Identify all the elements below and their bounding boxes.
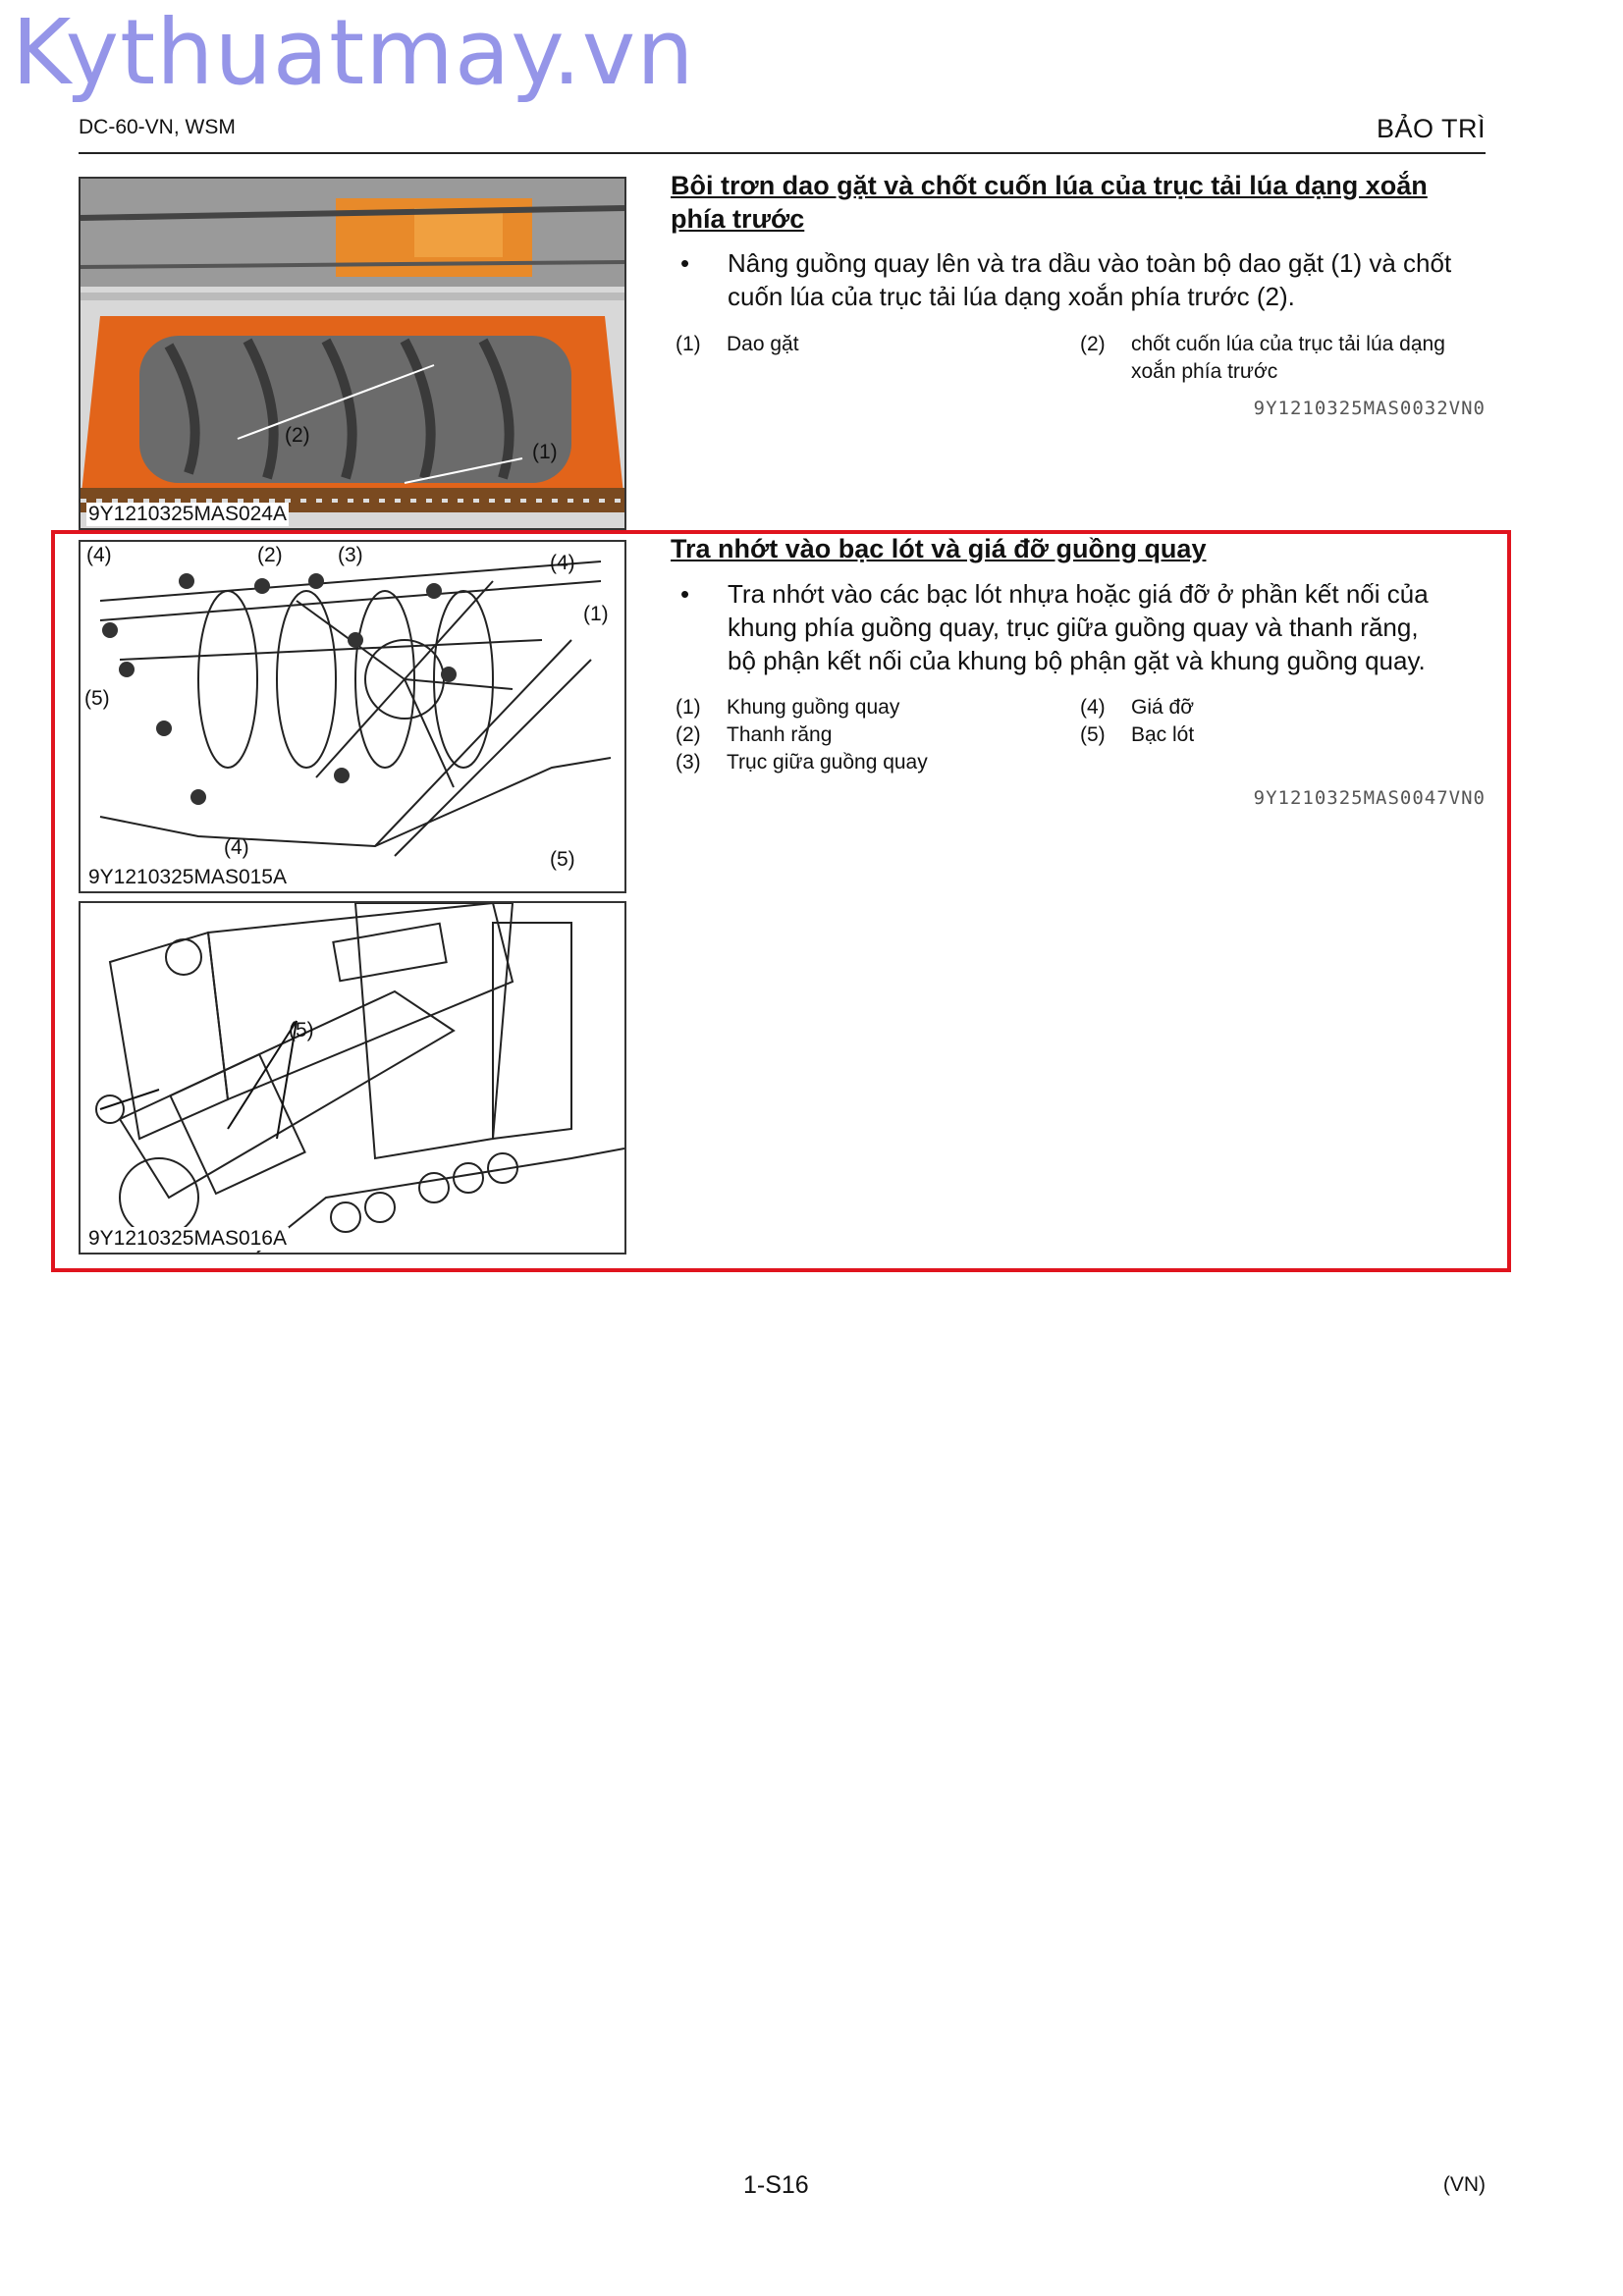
section1-title	[671, 169, 1486, 236]
section2-bullet-line1: Tra nhớt vào các bạc lót nhựa hoặc giá đỡ ở phần kết nối của	[728, 579, 1429, 609]
section-heading: BẢO TRÌ	[1376, 114, 1486, 143]
figure-caption: 9Y1210325MAS024A	[88, 503, 287, 525]
section2-legend-item-3: (3) Trục giữa guồng quay	[676, 751, 928, 774]
figure-caption: 9Y1210325MAS016A	[88, 1227, 287, 1250]
section2-bullet-line3: bộ phận kết nối của khung bộ phận gặt và khung guồng quay.	[728, 646, 1426, 675]
reel-callout-1: (1)	[583, 603, 609, 625]
bullet-dot: •	[680, 248, 690, 278]
reel-callout-4b: (4)	[550, 552, 575, 574]
section1-title-line2: phía trước	[671, 204, 805, 234]
reel-callout-5b: (5)	[550, 848, 575, 871]
figure-reel-illustration	[81, 542, 624, 891]
figure-header-auger-illustration	[81, 179, 624, 528]
reel-callout-4c: (4)	[224, 836, 249, 859]
figure-reel	[79, 540, 626, 893]
section1-title-line1: Bôi trơn dao gặt và chốt cuốn lúa của trục tải lúa dạng xoắn	[671, 171, 1428, 200]
section1-legend-item-1: (1) Dao gặt	[676, 333, 799, 355]
figure-caption: 9Y1210325MAS015A	[88, 866, 287, 888]
section2-code: 9Y1210325MAS0047VN0	[1253, 787, 1486, 809]
page-number: 1-S16	[743, 2171, 809, 2199]
reel-callout-3: (3)	[338, 544, 363, 566]
section2-legend-item-4: (4) Giá đỡ	[1080, 696, 1194, 719]
section1-legend-item-2: (2) chốt cuốn lúa của trục tải lúa dạng xoắn phía trước	[1080, 333, 1445, 383]
header-rule	[79, 152, 1486, 154]
section2-bullet	[680, 577, 1486, 679]
figure-frame-illustration	[81, 903, 624, 1253]
language-tag: (VN)	[1442, 2173, 1486, 2196]
callout-2: (2)	[285, 424, 310, 447]
section1-bullet	[680, 246, 1486, 315]
bullet-dot: •	[680, 579, 690, 609]
section1-bullet-line1: Nâng guồng quay lên và tra dầu vào toàn bộ dao gặt (1) và chốt	[728, 248, 1452, 278]
callout-1: (1)	[532, 441, 558, 463]
figure-header-auger	[79, 177, 626, 530]
frame-callout-5: (5)	[289, 1019, 314, 1041]
section1-bullet-line2: cuốn lúa của trục tải lúa dạng xoắn phía trước (2).	[728, 282, 1295, 311]
section1-code: 9Y1210325MAS0032VN0	[1253, 398, 1486, 419]
section2-bullet-line2: khung phía guồng quay, trục giữa guồng quay và thanh răng,	[728, 613, 1419, 642]
figure-frame	[79, 901, 626, 1255]
section2-legend-item-2: (2) Thanh răng	[676, 723, 833, 746]
section2-legend-item-1: (1) Khung guồng quay	[676, 696, 900, 719]
reel-callout-5a: (5)	[84, 687, 110, 710]
section2-title: Tra nhớt vào bạc lót và giá đỡ guồng quay	[671, 534, 1207, 563]
reel-callout-2: (2)	[257, 544, 283, 566]
section2-legend-item-5: (5) Bạc lót	[1080, 723, 1195, 746]
watermark: Kythuatmay.vn	[12, 0, 695, 105]
reel-callout-4a: (4)	[86, 544, 112, 566]
doc-id: DC-60-VN, WSM	[79, 116, 236, 138]
